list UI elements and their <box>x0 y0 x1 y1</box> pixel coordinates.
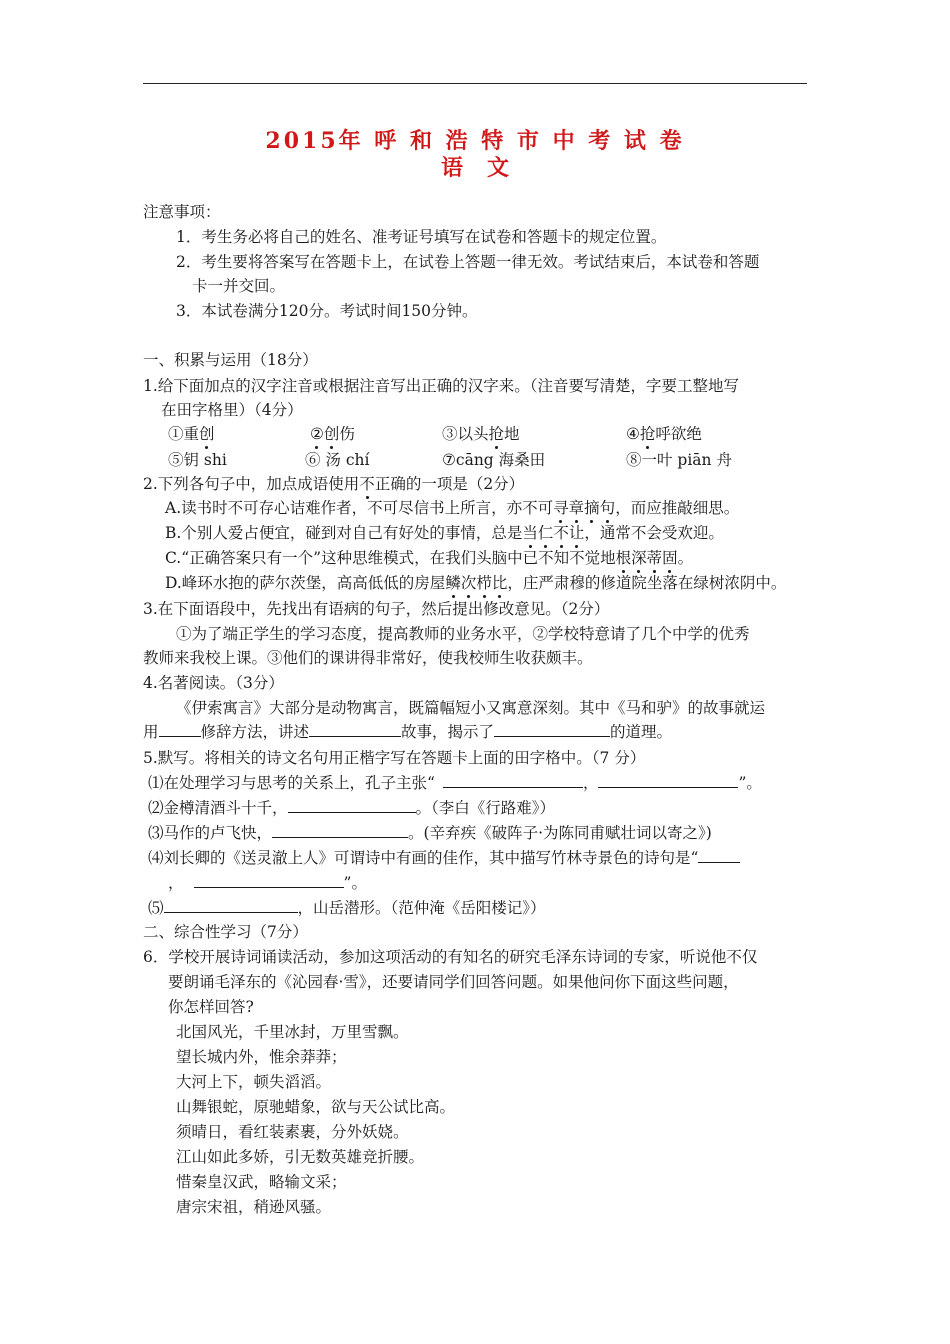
q6-stem-3: 你怎样回答? <box>168 998 254 1016</box>
q5-stem: 5.默写。将相关的诗文名句用正楷字写在答题卡上面的田字格中。（7 分） <box>143 749 646 767</box>
q4-passage-1: 《伊索寓言》大部分是动物寓言，既篇幅短小又寓意深刻。其中《马和驴》的故事就运 <box>176 699 766 717</box>
q3-stem: 3.在下面语段中，先找出有语病的句子，然后提出修改意见。（2分） <box>143 600 610 618</box>
q1-item-7: ⑦cāng 海桑田 <box>442 451 546 469</box>
header-rule <box>143 83 807 84</box>
answer-blank[interactable] <box>443 773 583 788</box>
q1-item-6: ⑥ 汤 chí <box>305 451 370 469</box>
subject-title <box>0 151 950 182</box>
q4-passage-2: 用 修辞方法，讲述 故事，揭示了 的道理。 <box>143 723 673 741</box>
q1-item-1: ①重创 <box>168 425 215 443</box>
q6-stem-2: 要朗诵毛泽东的《沁园春·雪》，还要请同学们回答问题。如果他问你下面这些问题， <box>168 973 739 991</box>
poem-line: 望长城内外，惟余莽莽； <box>176 1048 347 1066</box>
poem-line: 须晴日，看红装素裹，分外妖娆。 <box>176 1123 409 1141</box>
answer-blank[interactable] <box>288 798 416 813</box>
q4-stem: 4.名著阅读。（3分） <box>143 674 284 692</box>
poem-line: 北国风光，千里冰封，万里雪飘。 <box>176 1023 409 1041</box>
q5-line-4b: ， ”。 <box>168 874 367 892</box>
q2-option-b: B.个别人爱占便宜，碰到对自己有好处的事情，总是当仁不让，通常不会受欢迎。 <box>165 524 724 542</box>
q3-passage-2: 教师来我校上课。③他们的课讲得非常好，使我校师生收获颇丰。 <box>143 649 593 667</box>
poem-line: 江山如此多娇，引无数英雄竞折腰。 <box>176 1148 425 1166</box>
note-3: 3．本试卷满分120分。考试时间150分钟。 <box>176 302 478 320</box>
answer-blank[interactable] <box>598 773 738 788</box>
q5-line-2: ⑵金樽清酒斗十千， 。（李白《行路难》） <box>148 799 556 817</box>
section1-heading: 一、积累与运用（18分） <box>143 351 318 369</box>
subject-char-1: 语 <box>440 155 463 181</box>
q5-line-5: ⑸ ，山岳潜形。（范仲淹《岳阳楼记》） <box>148 899 546 917</box>
note-2b: 卡一并交回。 <box>192 277 286 295</box>
note-1: 1．考生务必将自己的姓名、准考证号填写在试卷和答题卡的规定位置。 <box>176 228 667 246</box>
poem-line: 惜秦皇汉武，略输文采； <box>176 1173 347 1191</box>
section2-heading: 二、综合性学习（7分） <box>143 923 308 941</box>
exam-title: 2015年 呼 和 浩 特 市 中 考 试 卷 <box>265 128 685 154</box>
q1-item-3: ③以头抢地 <box>442 425 520 443</box>
q5-line-3: ⑶马作的卢飞快， 。(辛弃疾《破阵子·为陈同甫赋壮词以寄之》) <box>148 824 712 842</box>
answer-blank[interactable] <box>164 898 298 913</box>
q5-line-1: ⑴在处理学习与思考的关系上，孔子主张“ ， ”。 <box>148 774 762 792</box>
notes-heading: 注意事项： <box>143 203 221 221</box>
answer-blank[interactable] <box>494 722 610 737</box>
q2-option-c: C.“正确答案只有一个”这种思维模式，在我们头脑中已不知不觉地根深蒂固。 <box>165 549 694 567</box>
answer-blank[interactable] <box>272 823 408 838</box>
subject-char-2: 文 <box>487 155 510 181</box>
q5-line-4a: ⑷刘长卿的《送灵澈上人》可谓诗中有画的佳作，其中描写竹林寺景色的诗句是“ <box>148 848 740 868</box>
q1-item-2: ②创伤 <box>310 425 355 443</box>
q2-option-d: D.峰环水抱的萨尔茨堡，高高低低的房屋鳞次栉比，庄严肃穆的修道院坐落在绿树浓阴中。 <box>165 574 787 592</box>
poem-line: 唐宗宋祖，稍逊风骚。 <box>176 1198 332 1216</box>
q1-item-5: ⑤钥 shi <box>168 451 227 469</box>
answer-blank[interactable] <box>194 873 344 888</box>
answer-blank[interactable] <box>309 722 401 737</box>
poem-line: 山舞银蛇，原驰蜡象，欲与天公试比高。 <box>176 1098 456 1116</box>
poem-line: 大河上下，顿失滔滔。 <box>176 1073 332 1091</box>
answer-blank[interactable] <box>698 848 740 863</box>
q6-stem-1: 6．学校开展诗词诵读活动，参加这项活动的有知名的研究毛泽东诗词的专家，听说他不仅 <box>143 948 758 966</box>
q2-option-a: A.读书时不可存心诘难作者，不可尽信书上所言，亦不可寻章摘句，而应推敲细思。 <box>165 499 740 517</box>
q1-stem-2: 在田字格里）（4分） <box>161 401 303 419</box>
q1-item-4: ④抢呼欲绝 <box>626 425 702 443</box>
q2-stem: 2.下列各句子中，加点成语使用不正确的一项是（2分） <box>143 475 525 493</box>
q1-item-8: ⑧一叶 piān 舟 <box>626 451 732 469</box>
note-2a: 2．考生要将答案写在答题卡上，在试卷上答题一律无效。考试结束后，本试卷和答题 <box>176 253 760 271</box>
q3-passage-1: ①为了端正学生的学习态度，提高教师的业务水平，②学校特意请了几个中学的优秀 <box>176 625 750 643</box>
q1-stem-1: 1.给下面加点的汉字注音或根据注音写出正确的汉字来。（注音要写清楚，字要工整地写 <box>143 377 740 395</box>
answer-blank[interactable] <box>159 722 201 737</box>
